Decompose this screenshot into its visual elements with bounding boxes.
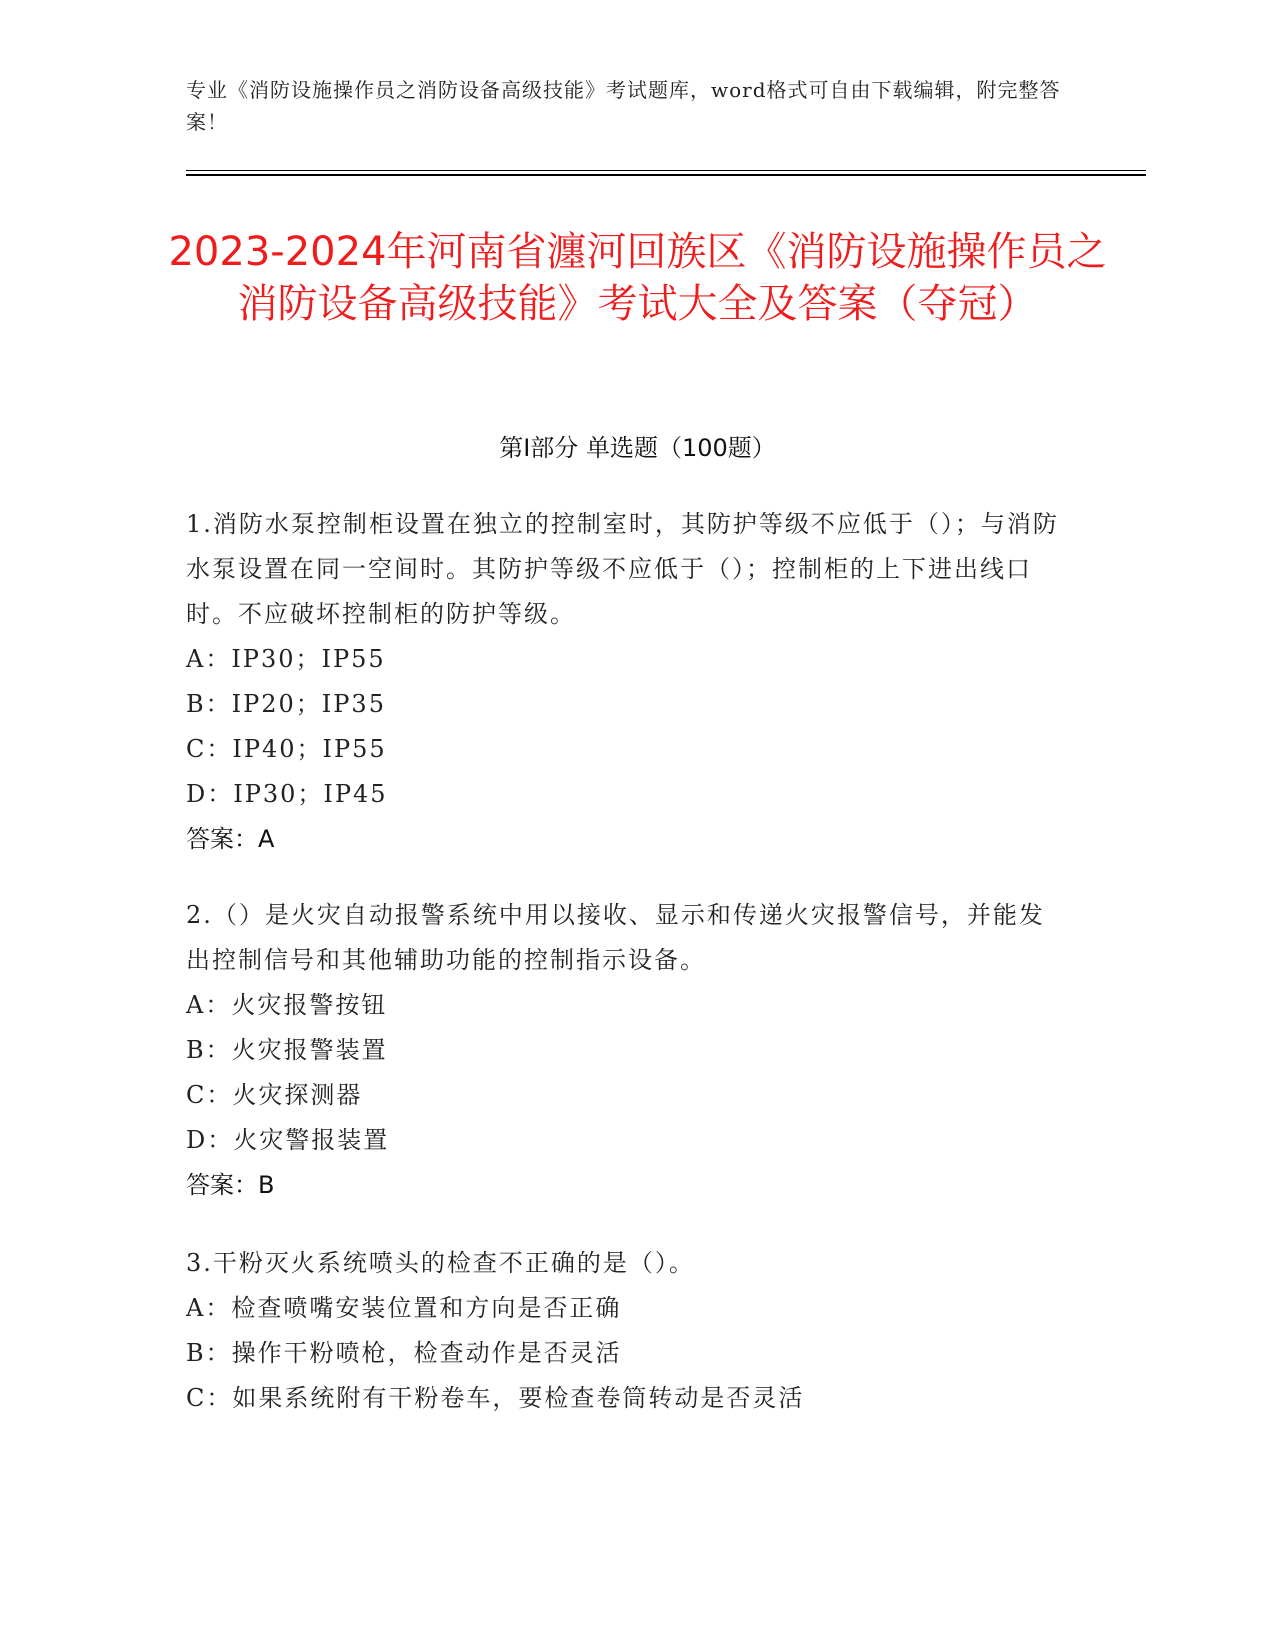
answer: 答案：B <box>186 1171 275 1199</box>
option-a: A：IP30；IP55 <box>186 645 386 673</box>
option-b: B：火灾报警装置 <box>186 1036 388 1064</box>
option-c: C：IP40；IP55 <box>186 735 387 763</box>
option-c: C：火灾探测器 <box>186 1081 363 1109</box>
question-3 <box>186 1241 1066 1421</box>
option-a: A：检查喷嘴安装位置和方向是否正确 <box>186 1294 622 1322</box>
header-divider-thick <box>186 174 1146 176</box>
question-stem: 3.干粉灭火系统喷头的检查不正确的是（）。 <box>186 1249 695 1277</box>
header-divider-thin <box>186 170 1146 171</box>
section-title: 第Ⅰ部分 单选题（100题） <box>499 434 776 462</box>
option-a: A：火灾报警按钮 <box>186 991 388 1019</box>
option-d: D：火灾警报装置 <box>186 1126 390 1154</box>
question-1 <box>186 502 1066 862</box>
question-stem: 1.消防水泵控制柜设置在独立的控制室时，其防护等级不应低于（）；与消防水泵设置在同一空间时。其防护等级不应低于（）；控制柜的上下进出线口时。不应破坏控制柜的防护等级。 <box>186 510 1059 628</box>
option-c: C：如果系统附有干粉卷车，要检查卷筒转动是否灵活 <box>186 1384 805 1412</box>
question-2 <box>186 893 1066 1208</box>
option-d: D：IP30；IP45 <box>186 780 388 808</box>
header-note: 专业《消防设施操作员之消防设备高级技能》考试题库，word格式可自由下载编辑，附完整答案！ <box>186 78 1061 134</box>
option-b: B：操作干粉喷枪，检查动作是否灵活 <box>186 1339 622 1367</box>
document-title: 2023-2024年河南省瀍河回族区《消防设施操作员之消防设备高级技能》考试大全及答案（夺冠） <box>168 229 1107 327</box>
answer: 答案：A <box>186 825 275 853</box>
option-b: B：IP20；IP35 <box>186 690 386 718</box>
question-stem: 2.（）是火灾自动报警系统中用以接收、显示和传递火灾报警信号，并能发出控制信号和其他辅助功能的控制指示设备。 <box>186 901 1045 974</box>
